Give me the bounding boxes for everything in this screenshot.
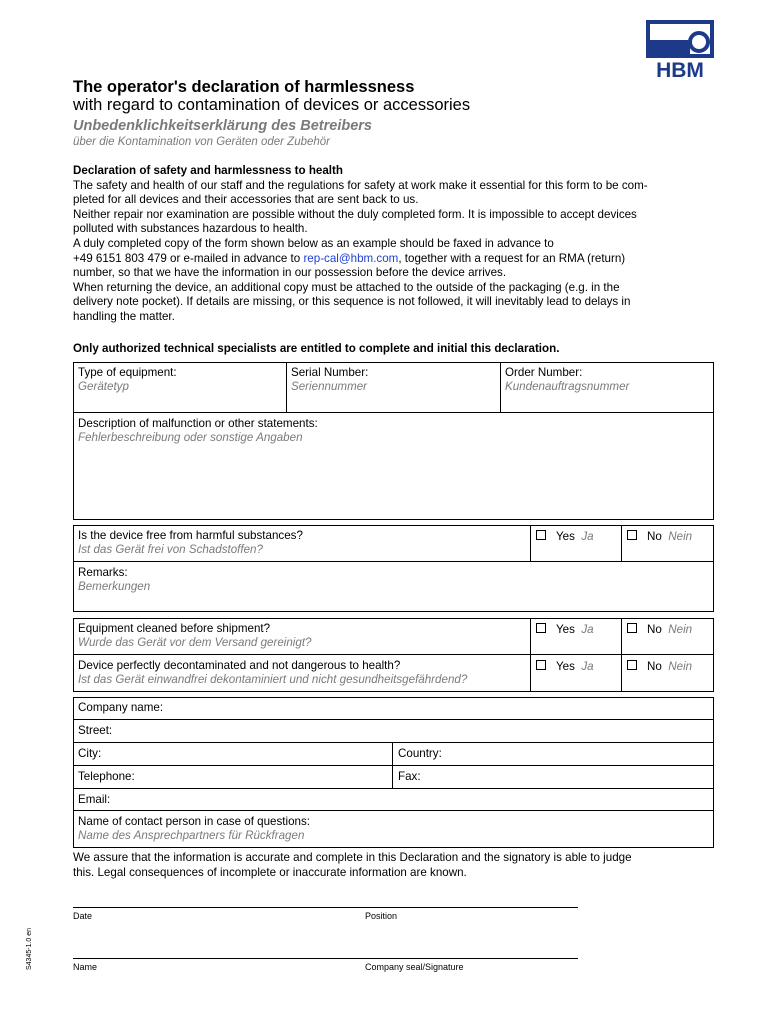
divider [621, 525, 622, 562]
question-label: Device perfectly decontaminated and not dangerous to health? [78, 659, 401, 672]
harmful-no-checkbox[interactable] [627, 530, 692, 544]
position-label: Position [365, 911, 398, 921]
title-en-sub: with regard to contamination of devices or accessories [73, 96, 471, 114]
paragraph-line: handling the matter. [73, 309, 175, 323]
remarks-label-de: Bemerkungen [78, 580, 151, 593]
cleaned-question [73, 618, 530, 654]
hbm-logo-mark [646, 20, 714, 78]
email-label: Email: [78, 793, 111, 806]
serial-label: Serial Number: [291, 366, 369, 379]
company-name-field[interactable] [73, 697, 714, 719]
declaration-text [73, 164, 715, 325]
telephone-label: Telephone: [78, 770, 135, 783]
paragraph-line: this. Legal consequences of incomplete or inaccurate information are known. [73, 865, 467, 879]
paragraph-line: We assure that the information is accurate and complete in this Declaration and the signatory is able to judge [73, 851, 632, 864]
contact-label-de: Name des Ansprechpartners für Rückfragen [78, 829, 305, 842]
title-de-main: Unbedenklichkeitserklärung des Betreibers [73, 118, 372, 134]
paragraph-line: When returning the device, an additional copy must be attached to the outside of the packaging (e.g. in the [73, 280, 620, 294]
harmful-yes-checkbox[interactable] [536, 530, 594, 544]
order-label: Order Number: [505, 366, 583, 379]
telephone-field[interactable] [73, 766, 392, 788]
paragraph-line: A duly completed copy of the form shown below as an example should be faxed in advance to [73, 236, 554, 250]
type-label: Type of equipment: [78, 366, 177, 379]
assurance-text [73, 851, 715, 880]
no-label: No [647, 623, 662, 636]
paragraph-line: delivery note pocket). If details are missing, or this sequence is not followed, it will inevitably lead to delays in [73, 295, 631, 309]
harmful-substances-question [73, 525, 530, 561]
remarks-field[interactable] [73, 562, 714, 612]
decontaminated-question [73, 655, 530, 692]
yes-label: Yes [556, 660, 575, 673]
checkbox-icon [536, 623, 546, 633]
order-number-field[interactable] [500, 362, 714, 412]
city-field[interactable] [73, 743, 392, 765]
country-label: Country: [398, 747, 442, 760]
date-position-line[interactable] [73, 907, 578, 908]
yes-label-de: Ja [581, 660, 594, 673]
hbm-logo [646, 20, 714, 78]
seal-signature-label: Company seal/Signature [365, 962, 464, 972]
cleaned-no-checkbox[interactable] [627, 623, 692, 637]
checkbox-icon [536, 530, 546, 540]
no-label-de: Nein [668, 530, 693, 543]
question-label-de: Ist das Gerät einwandfrei dekontaminiert und nicht gesundheitsgefährdend? [78, 673, 468, 686]
name-signature-line[interactable] [73, 958, 578, 959]
no-label-de: Nein [668, 660, 693, 673]
yes-label: Yes [556, 623, 575, 636]
document-number: S4345-1.0 en [26, 927, 33, 970]
country-field[interactable] [393, 743, 714, 765]
no-label-de: Nein [668, 623, 693, 636]
serial-label-de: Seriennummer [291, 380, 368, 393]
no-label: No [647, 660, 662, 673]
paragraph-line: number, so that we have the information in our possession before the device arrives. [73, 266, 507, 280]
checkbox-icon [627, 623, 637, 633]
description-label-de: Fehlerbeschreibung oder sonstige Angaben [78, 431, 303, 444]
decontaminated-yes-checkbox[interactable] [536, 660, 594, 674]
email-field[interactable] [73, 789, 714, 810]
paragraph-line: The safety and health of our staff and the regulations for safety at work make it essential for this form to be com- [73, 178, 648, 192]
cleaned-yes-checkbox[interactable] [536, 623, 594, 637]
email-link[interactable]: rep-cal@hbm.com [303, 251, 399, 265]
no-label: No [647, 530, 662, 543]
fax-label: Fax: [398, 770, 421, 783]
paragraph-line: pleted for all devices and their accessories that are sent back to us. [73, 193, 419, 207]
company-label: Company name: [78, 701, 164, 714]
contact-label: Name of contact person in case of questions: [78, 815, 311, 828]
type-label-de: Gerätetyp [78, 380, 129, 393]
date-label: Date [73, 911, 93, 921]
contact-person-field[interactable] [73, 811, 714, 848]
paragraph-line [73, 252, 715, 267]
question-label-de: Ist das Gerät frei von Schadstoffen? [78, 543, 263, 556]
authorized-notice: Only authorized technical specialists are entitled to complete and initial this declaration. [73, 342, 560, 355]
divider [621, 618, 622, 692]
city-label: City: [78, 747, 102, 760]
fax-text: +49 6151 803 479 or e-mailed in advance to [73, 251, 304, 265]
rma-text: , together with a request for an RMA (return) [398, 251, 626, 265]
yes-label: Yes [556, 530, 575, 543]
description-label: Description of malfunction or other statements: [78, 417, 318, 430]
yes-label-de: Ja [581, 623, 594, 636]
paragraph-line: polluted with substances hazardous to health. [73, 222, 308, 236]
malfunction-description-field[interactable] [73, 413, 714, 520]
title-en-main: The operator's declaration of harmlessness [73, 78, 415, 96]
logo-text: HBM [656, 59, 704, 78]
question-label: Is the device free from harmful substances? [78, 529, 303, 542]
yes-label-de: Ja [581, 530, 594, 543]
street-field[interactable] [73, 720, 714, 742]
type-of-equipment-field[interactable] [73, 362, 286, 412]
checkbox-icon [627, 660, 637, 670]
question-label: Equipment cleaned before shipment? [78, 622, 271, 635]
question-label-de: Wurde das Gerät vor dem Versand gereinigt? [78, 636, 312, 649]
name-label: Name [73, 962, 98, 972]
title-de-sub: über die Kontamination von Geräten oder Zubehör [73, 136, 330, 148]
paragraph-line: Neither repair nor examination are possible without the duly completed form. It is impossible to accept devices [73, 207, 637, 221]
serial-number-field[interactable] [286, 362, 500, 412]
divider [530, 525, 531, 562]
street-label: Street: [78, 724, 113, 737]
checkbox-icon [627, 530, 637, 540]
fax-field[interactable] [393, 766, 714, 788]
decontaminated-no-checkbox[interactable] [627, 660, 692, 674]
order-label-de: Kundenauftragsnummer [505, 380, 630, 393]
remarks-label: Remarks: [78, 566, 128, 579]
declaration-heading: Declaration of safety and harmlessness to health [73, 164, 343, 177]
checkbox-icon [536, 660, 546, 670]
divider [530, 618, 531, 692]
